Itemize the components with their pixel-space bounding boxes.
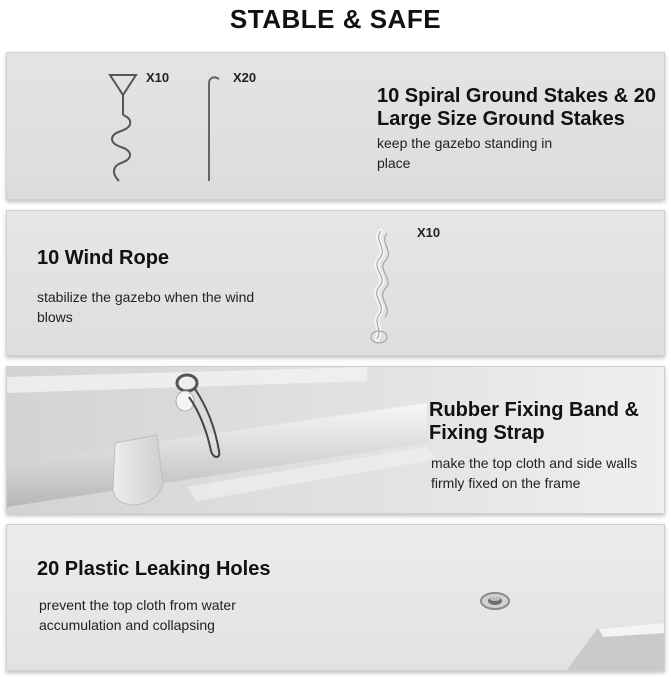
feature-description: stabilize the gazebo when the wind blows bbox=[37, 289, 255, 325]
quantity-label: X20 bbox=[233, 70, 257, 85]
feature-panel-ground-stakes bbox=[6, 52, 665, 200]
feature-description: keep the gazebo standing in place bbox=[377, 135, 553, 171]
page-title: STABLE & SAFE bbox=[229, 4, 442, 34]
wind-rope-icon bbox=[7, 211, 664, 355]
feature-description: prevent the top cloth from water accumulation and collapsing bbox=[39, 597, 236, 633]
quantity-label: X10 bbox=[146, 70, 170, 85]
feature-heading: 10 Wind Rope bbox=[37, 247, 170, 269]
feature-heading: 10 Spiral Ground Stakes & 20 Large Size Ground Stakes bbox=[377, 85, 656, 130]
feature-heading: 20 Plastic Leaking Holes bbox=[37, 558, 271, 580]
feature-panel-fixing-band bbox=[6, 366, 665, 514]
feature-panel-leaking-holes bbox=[6, 524, 665, 671]
quantity-label: X10 bbox=[417, 225, 441, 240]
feature-heading: Rubber Fixing Band & Fixing Strap bbox=[429, 399, 639, 444]
feature-description: make the top cloth and side walls firmly fixed on the frame bbox=[431, 455, 638, 491]
feature-panel-wind-rope bbox=[6, 210, 665, 356]
